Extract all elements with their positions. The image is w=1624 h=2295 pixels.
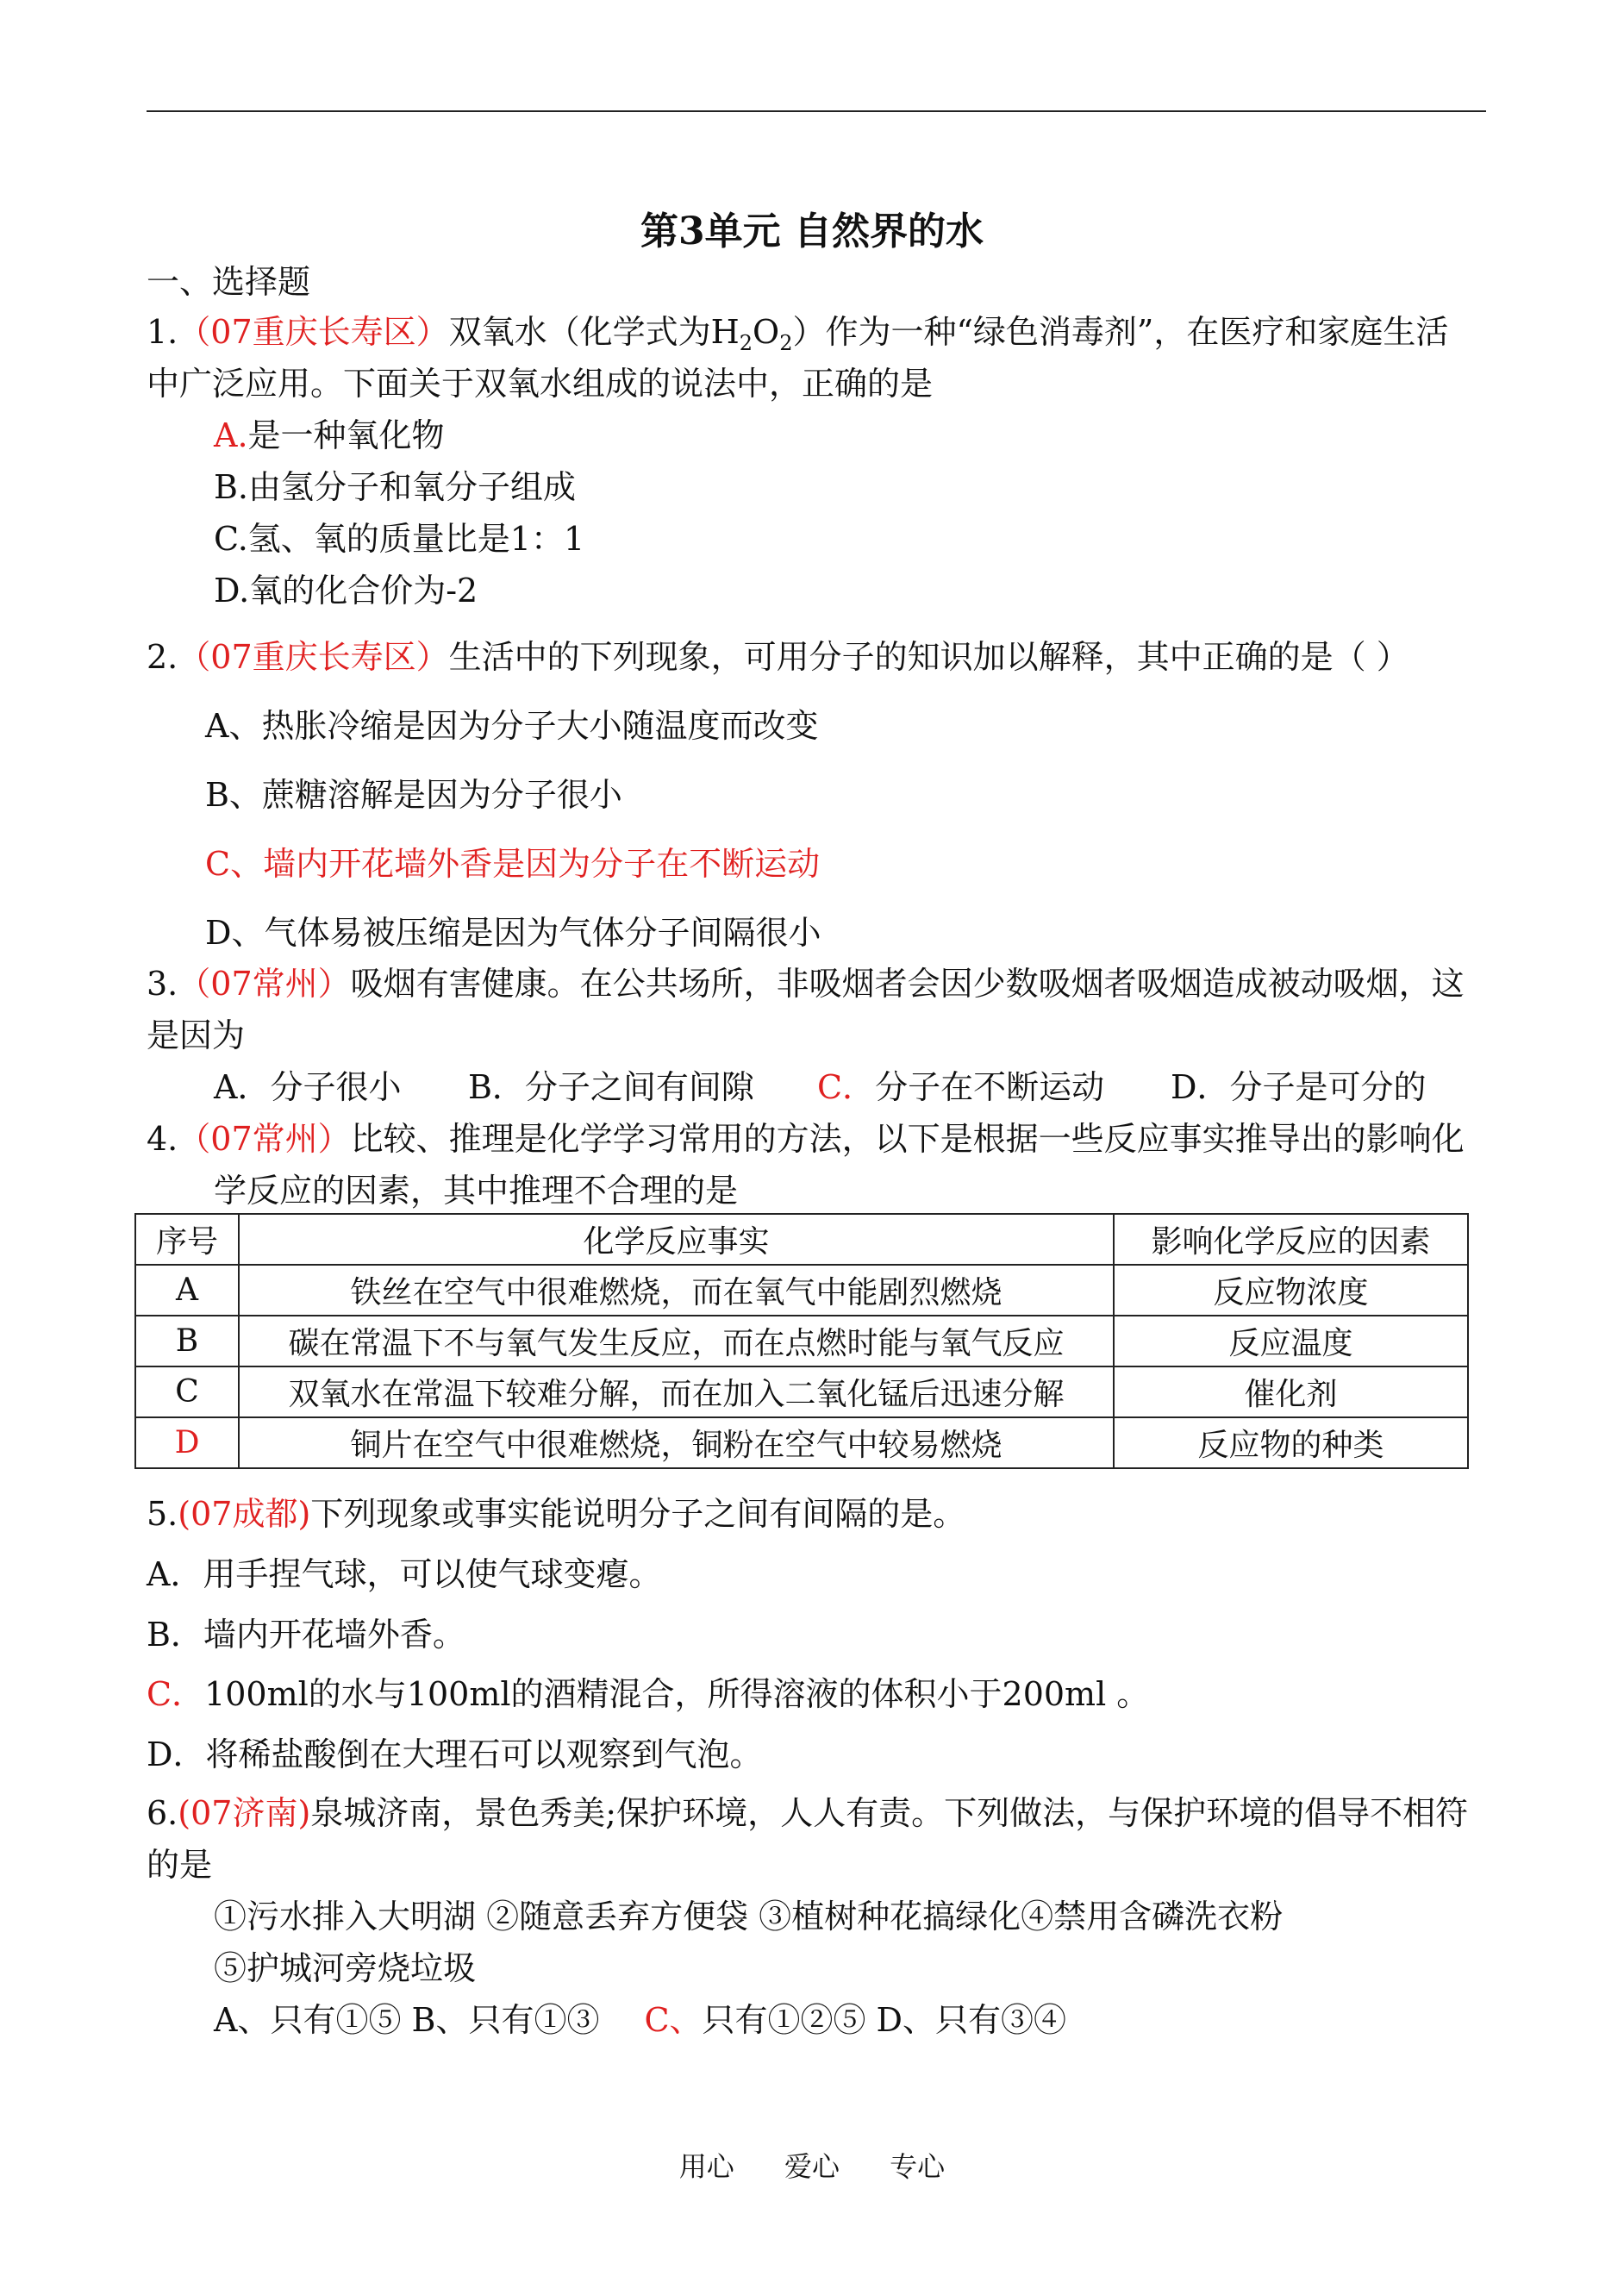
row-id: A — [135, 1265, 239, 1316]
table-row — [135, 1366, 1468, 1417]
answer-letter: C． — [147, 1675, 205, 1713]
row-fact: 铜片在空气中很难燃烧，铜粉在空气中较易燃烧 — [239, 1417, 1114, 1468]
question-source: （07重庆长寿区） — [178, 313, 449, 351]
question-3-option-c — [817, 1068, 1105, 1106]
question-text: 泉城济南，景色秀美;保护环境，人人有责。下列做法，与保护环境的倡导不相符 — [310, 1794, 1469, 1832]
question-5-option-d: D．将稀盐酸倒在大理石可以观察到气泡。 — [147, 1735, 763, 1773]
row-fact: 碳在常温下不与氧气发生反应，而在点燃时能与氧气反应 — [239, 1316, 1114, 1366]
question-text: 吸烟有害健康。在公共场所，非吸烟者会因少数吸烟者吸烟造成被动吸烟，这 — [350, 965, 1465, 1003]
question-source: （07重庆长寿区） — [178, 638, 449, 676]
question-number: 3. — [147, 965, 178, 1003]
question-source: (07成都) — [178, 1495, 311, 1533]
question-4-line2: 学反应的因素，其中推理不合理的是 — [214, 1172, 739, 1210]
question-4 — [147, 1120, 1465, 1158]
question-5-option-c — [147, 1675, 1150, 1713]
question-number: 4. — [147, 1120, 178, 1158]
question-3-line2: 是因为 — [147, 1016, 246, 1054]
header-cell: 序号 — [135, 1214, 239, 1265]
row-factor: 催化剂 — [1114, 1366, 1468, 1417]
section-heading: 一、选择题 — [147, 263, 311, 301]
table-header-row — [135, 1214, 1468, 1265]
question-3-option-d: D．分子是可分的 — [1171, 1068, 1427, 1106]
header-rule — [147, 110, 1486, 112]
answer-letter: A. — [214, 416, 248, 454]
question-2 — [147, 638, 1409, 676]
option-text: A、只有①⑤ B、只有①③ — [214, 2001, 600, 2039]
table-row — [135, 1265, 1468, 1316]
table-row — [135, 1316, 1468, 1366]
question-3-option-b: B．分子之间有间隙 — [468, 1068, 754, 1106]
question-2-option-a: A、热胀冷缩是因为分子大小随温度而改变 — [205, 707, 819, 745]
question-1 — [147, 313, 1449, 355]
footer-word: 用心 — [678, 2150, 734, 2183]
row-factor: 反应温度 — [1114, 1316, 1468, 1366]
question-number: 1. — [147, 313, 178, 351]
row-fact: 铁丝在空气中很难燃烧，而在氧气中能剧烈燃烧 — [239, 1265, 1114, 1316]
option-text: 是一种氧化物 — [247, 416, 445, 454]
footer-word: 专心 — [890, 2150, 946, 2183]
row-id: C — [135, 1366, 239, 1417]
question-text: ）作为一种“绿色消毒剂”，在医疗和家庭生活 — [792, 313, 1449, 351]
question-source: (07济南) — [178, 1794, 311, 1832]
row-id: B — [135, 1316, 239, 1366]
question-number: 5. — [147, 1495, 178, 1533]
question-6-items: ①污水排入大明湖 ②随意丢弃方便袋 ③植树种花搞绿化④禁用含磷洗衣粉 — [214, 1898, 1284, 1935]
subscript: 2 — [739, 331, 753, 355]
question-3-option-a: A．分子很小 — [214, 1068, 402, 1106]
row-id: D — [135, 1417, 239, 1468]
page-title: 第3单元 自然界的水 — [640, 209, 984, 253]
question-5-option-b: B．墙内开花墙外香。 — [147, 1616, 465, 1654]
question-6 — [147, 1794, 1469, 1832]
question-2-option-c: C、墙内开花墙外香是因为分子在不断运动 — [205, 845, 821, 883]
question-text: 生活中的下列现象，可用分子的知识加以解释，其中正确的是（ ） — [448, 638, 1409, 676]
subscript: 2 — [779, 331, 793, 355]
footer-word: 爱心 — [784, 2150, 840, 2183]
table-row — [135, 1417, 1468, 1468]
row-factor: 反应物的种类 — [1114, 1417, 1468, 1468]
option-text: 100ml的水与100ml的酒精混合，所得溶液的体积小于200ml 。 — [204, 1675, 1150, 1713]
question-number: 6. — [147, 1794, 178, 1832]
question-1-option-a — [214, 416, 445, 454]
row-fact: 双氧水在常温下较难分解，而在加入二氧化锰后迅速分解 — [239, 1366, 1114, 1417]
question-1-option-d: D.氧的化合价为-2 — [214, 572, 478, 610]
question-6-options — [214, 2001, 1067, 2039]
row-factor: 反应物浓度 — [1114, 1265, 1468, 1316]
question-2-option-b: B、蔗糖溶解是因为分子很小 — [205, 776, 622, 814]
reaction-facts-table — [134, 1213, 1469, 1469]
question-6-line2: 的是 — [147, 1846, 213, 1884]
option-text: D、只有③④ — [876, 2001, 1067, 2039]
header-cell: 影响化学反应的因素 — [1114, 1214, 1468, 1265]
question-text: 下列现象或事实能说明分子之间有间隔的是。 — [310, 1495, 966, 1533]
answer-letter: C． — [817, 1068, 876, 1106]
question-number: 2. — [147, 638, 178, 676]
question-text: 双氧水（化学式为H — [448, 313, 740, 351]
question-1-option-b: B.由氢分子和氧分子组成 — [214, 468, 577, 506]
question-5 — [147, 1495, 966, 1533]
question-text: 比较、推理是化学学习常用的方法，以下是根据一些反应事实推导出的影响化 — [350, 1120, 1465, 1158]
question-text: O — [753, 313, 780, 351]
option-text: 分子在不断运动 — [875, 1068, 1105, 1106]
question-2-option-d: D、气体易被压缩是因为气体分子间隔很小 — [205, 914, 821, 952]
question-6-items-2: ⑤护城河旁烧垃圾 — [214, 1949, 477, 1987]
answer-letter: C、 — [644, 2001, 703, 2039]
question-3 — [147, 965, 1465, 1003]
question-1-option-c: C.氢、氧的质量比是1：1 — [214, 520, 585, 558]
option-text: 只有①②⑤ — [702, 2001, 866, 2039]
question-1-line2: 中广泛应用。下面关于双氧水组成的说法中，正确的是 — [147, 365, 934, 403]
question-5-option-a: A．用手捏气球，可以使气球变瘪。 — [147, 1555, 662, 1593]
question-source: （07常州） — [178, 965, 351, 1003]
question-source: （07常州） — [178, 1120, 351, 1158]
header-cell: 化学反应事实 — [239, 1214, 1114, 1265]
page-footer — [0, 2145, 1624, 2185]
